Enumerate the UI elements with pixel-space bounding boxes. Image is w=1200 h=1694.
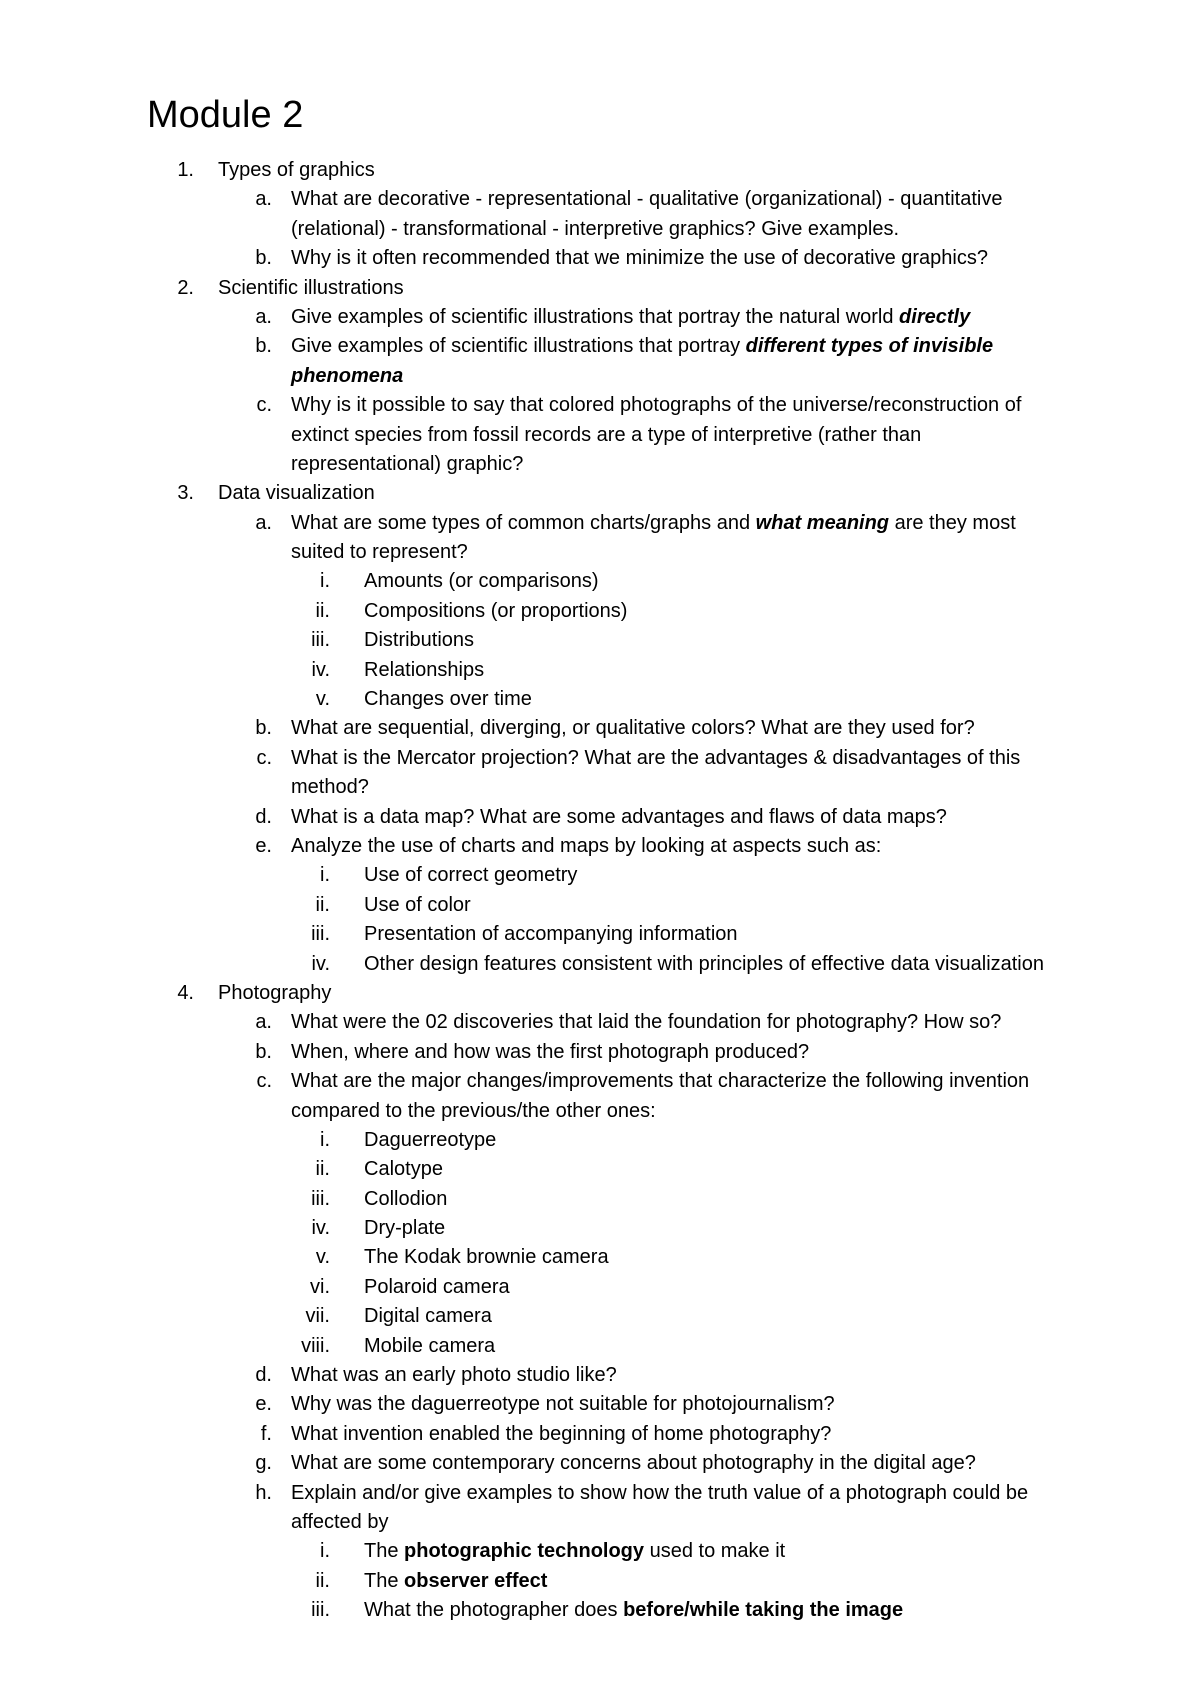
line-text (364, 567, 599, 596)
text-segment: What are some contemporary concerns about photography in the digital age? (291, 1452, 976, 1475)
outline-line (0, 1420, 1200, 1449)
list-marker: b. (255, 335, 272, 358)
text-segment: Photography (218, 981, 332, 1004)
line-text (218, 479, 375, 508)
line-text (291, 1067, 1029, 1096)
list-marker: h. (255, 1481, 272, 1504)
text-segment: Analyze the use of charts and maps by looking at aspects such as: (291, 834, 882, 857)
text-segment: compared to the previous/the other ones: (291, 1099, 656, 1122)
outline-line (0, 362, 1200, 391)
text-segment: used to make it (644, 1540, 786, 1563)
list-marker: c. (256, 394, 272, 417)
outline-line (0, 185, 1200, 214)
line-text (291, 1449, 976, 1478)
outline-line (0, 744, 1200, 773)
list-marker: i. (320, 1128, 330, 1151)
emphasized-text: phenomena (291, 364, 404, 387)
outline-line (0, 1449, 1200, 1478)
text-segment: method? (291, 776, 369, 799)
line-text (291, 832, 881, 861)
line-text (364, 1126, 496, 1155)
text-segment: Use of color (364, 893, 471, 916)
text-segment: Why is it possible to say that colored photographs of the universe/reconstruction of (291, 394, 1022, 417)
text-segment: Relationships (364, 658, 485, 681)
line-text (364, 920, 738, 949)
text-segment: Give examples of scientific illustrations that portray (291, 335, 746, 358)
list-marker: v. (315, 688, 330, 711)
line-text (364, 1155, 443, 1184)
list-marker: d. (255, 1364, 272, 1387)
text-segment: What the photographer does (364, 1599, 624, 1622)
line-text (364, 1243, 609, 1272)
text-segment: Polaroid camera (364, 1275, 510, 1298)
emphasized-text: observer effect (404, 1569, 548, 1592)
outline-line (0, 1537, 1200, 1566)
line-text (291, 185, 1002, 214)
outline-line (0, 274, 1200, 303)
outline-line (0, 685, 1200, 714)
outline-line (0, 1508, 1200, 1537)
list-marker: iii. (311, 923, 330, 946)
list-marker: g. (255, 1452, 272, 1475)
text-segment: Dry-plate (364, 1217, 446, 1240)
line-text (291, 744, 1020, 773)
outline-line (0, 538, 1200, 567)
list-marker: 1. (177, 159, 194, 181)
list-marker: b. (255, 717, 272, 740)
text-segment: Scientific illustrations (218, 276, 404, 299)
text-segment: What invention enabled the beginning of home photography? (291, 1422, 832, 1445)
list-marker: i. (320, 1540, 330, 1563)
text-segment: are they most (889, 511, 1016, 534)
line-text (291, 1097, 656, 1126)
line-text (291, 1420, 831, 1449)
list-marker: b. (255, 1040, 272, 1063)
line-text (291, 773, 369, 802)
list-marker: a. (255, 511, 272, 534)
outline-line (0, 1097, 1200, 1126)
line-text (218, 979, 331, 1008)
list-marker: vi. (310, 1275, 330, 1298)
text-segment: Other design features consistent with principles of effective data visualization (364, 952, 1044, 975)
outline-list (0, 156, 1200, 1626)
emphasized-text: directly (899, 305, 971, 328)
line-text (364, 1596, 903, 1625)
list-marker: vii. (305, 1305, 330, 1328)
list-marker: d. (255, 805, 272, 828)
page-title: Module 2 (147, 94, 304, 136)
outline-line (0, 215, 1200, 244)
outline-line (0, 509, 1200, 538)
line-text (291, 391, 1021, 420)
line-text (291, 332, 993, 361)
text-segment: (relational) - transformational - interpretive graphics? Give examples. (291, 217, 900, 240)
list-marker: c. (256, 746, 272, 769)
text-segment: Digital camera (364, 1305, 492, 1328)
list-marker: ii. (315, 599, 330, 622)
outline-line (0, 950, 1200, 979)
line-text (364, 891, 471, 920)
outline-line (0, 421, 1200, 450)
outline-line (0, 920, 1200, 949)
list-marker: viii. (301, 1334, 330, 1357)
line-text (291, 714, 975, 743)
line-text (364, 597, 627, 626)
emphasized-text: photographic technology (404, 1540, 645, 1563)
line-text (291, 1038, 809, 1067)
line-text (364, 861, 577, 890)
text-segment: Give examples of scientific illustrations that portray the natural world (291, 305, 900, 328)
line-text (364, 1332, 495, 1361)
outline-line (0, 1243, 1200, 1272)
text-segment: Types of graphics (218, 159, 375, 181)
line-text (291, 421, 921, 450)
outline-line (0, 156, 1200, 185)
outline-line (0, 773, 1200, 802)
text-segment: Why was the daguerreotype not suitable for photojournalism? (291, 1393, 835, 1416)
text-segment: What are the major changes/improvements that characterize the following invention (291, 1070, 1030, 1093)
text-segment: Use of correct geometry (364, 864, 578, 887)
text-segment: Mobile camera (364, 1334, 496, 1357)
outline-line (0, 861, 1200, 890)
outline-line (0, 1302, 1200, 1331)
text-segment: The (364, 1540, 405, 1563)
line-text (364, 1273, 510, 1302)
list-marker: a. (255, 188, 272, 211)
outline-line (0, 1008, 1200, 1037)
outline-line (0, 1479, 1200, 1508)
text-segment: Daguerreotype (364, 1128, 497, 1151)
line-text (364, 1537, 785, 1566)
text-segment: What is a data map? What are some advantages and flaws of data maps? (291, 805, 947, 828)
outline-line (0, 626, 1200, 655)
text-segment: What are decorative - representational - qualitative (organizational) - quantitative (291, 188, 1003, 211)
emphasized-text: before/while taking the image (623, 1599, 904, 1622)
line-text (291, 450, 523, 479)
list-marker: 3. (177, 482, 194, 505)
line-text (291, 362, 403, 391)
line-text (291, 538, 468, 567)
list-marker: v. (315, 1246, 330, 1269)
text-segment: What were the 02 discoveries that laid the foundation for photography? How so? (291, 1011, 1002, 1034)
list-marker: iii. (311, 1599, 330, 1622)
text-segment: affected by (291, 1510, 389, 1533)
text-segment: The (364, 1569, 405, 1592)
text-segment: Compositions (or proportions) (364, 599, 628, 622)
text-segment: Why is it often recommended that we minimize the use of decorative graphics? (291, 247, 988, 270)
text-segment: Explain and/or give examples to show how the truth value of a photograph could be (291, 1481, 1029, 1504)
text-segment: Data visualization (218, 482, 375, 505)
text-segment: Calotype (364, 1158, 443, 1181)
line-text (364, 950, 1044, 979)
list-marker: c. (256, 1070, 272, 1093)
list-marker: e. (255, 1393, 272, 1416)
line-text (291, 303, 970, 332)
outline-line (0, 1185, 1200, 1214)
list-marker: ii. (315, 893, 330, 916)
text-segment: When, where and how was the first photograph produced? (291, 1040, 810, 1063)
outline-line (0, 1273, 1200, 1302)
text-segment: What was an early photo studio like? (291, 1364, 617, 1387)
text-segment: extinct species from fossil records are a type of interpretive (rather than (291, 423, 922, 446)
emphasized-text: different types of invisible (745, 335, 994, 358)
line-text (291, 803, 947, 832)
outline-line (0, 332, 1200, 361)
line-text (364, 1567, 547, 1596)
list-marker: 4. (177, 981, 194, 1004)
text-segment: Collodion (364, 1187, 448, 1210)
list-marker: e. (255, 834, 272, 857)
outline-line (0, 479, 1200, 508)
list-marker: i. (320, 570, 330, 593)
outline-line (0, 1038, 1200, 1067)
outline-line (0, 1332, 1200, 1361)
text-segment: representational) graphic? (291, 452, 524, 475)
line-text (291, 1361, 617, 1390)
outline-line (0, 244, 1200, 273)
list-marker: f. (260, 1422, 272, 1445)
outline-line (0, 832, 1200, 861)
outline-line (0, 714, 1200, 743)
line-text (291, 1390, 835, 1419)
outline-line (0, 303, 1200, 332)
emphasized-text: what meaning (755, 511, 890, 534)
line-text (364, 1214, 445, 1243)
text-segment: The Kodak brownie camera (364, 1246, 609, 1269)
line-text (291, 509, 1016, 538)
list-marker: iv. (311, 1217, 330, 1240)
line-text (291, 215, 899, 244)
text-segment: Changes over time (364, 688, 532, 711)
list-marker: iv. (311, 658, 330, 681)
text-segment: Distributions (364, 629, 475, 652)
outline-line (0, 1214, 1200, 1243)
text-segment: Presentation of accompanying information (364, 923, 738, 946)
outline-line (0, 450, 1200, 479)
line-text (291, 244, 988, 273)
outline-line (0, 891, 1200, 920)
outline-line (0, 656, 1200, 685)
text-segment: Amounts (or comparisons) (364, 570, 599, 593)
line-text (291, 1479, 1028, 1508)
list-marker: i. (320, 864, 330, 887)
line-text (218, 156, 375, 185)
outline-line (0, 803, 1200, 832)
outline-line (0, 1567, 1200, 1596)
outline-line (0, 1067, 1200, 1096)
list-marker: b. (255, 247, 272, 270)
outline-line (0, 1361, 1200, 1390)
list-marker: 2. (177, 276, 194, 299)
outline-line (0, 979, 1200, 1008)
outline-line (0, 1126, 1200, 1155)
list-marker: iii. (311, 629, 330, 652)
text-segment: What is the Mercator projection? What are the advantages & disadvantages of this (291, 746, 1021, 769)
list-marker: a. (255, 1011, 272, 1034)
text-segment: What are some types of common charts/graphs and (291, 511, 756, 534)
list-marker: iii. (311, 1187, 330, 1210)
outline-line (0, 1390, 1200, 1419)
outline-line (0, 391, 1200, 420)
line-text (364, 1185, 447, 1214)
outline-line (0, 597, 1200, 626)
list-marker: ii. (315, 1158, 330, 1181)
line-text (218, 274, 404, 303)
outline-line (0, 567, 1200, 596)
outline-line (0, 1155, 1200, 1184)
line-text (291, 1508, 388, 1537)
line-text (364, 1302, 492, 1331)
line-text (291, 1008, 1001, 1037)
line-text (364, 626, 474, 655)
list-marker: iv. (311, 952, 330, 975)
text-segment: suited to represent? (291, 541, 468, 564)
list-marker: a. (255, 305, 272, 328)
outline-line (0, 1596, 1200, 1625)
line-text (364, 656, 484, 685)
line-text (364, 685, 532, 714)
list-marker: ii. (315, 1569, 330, 1592)
text-segment: What are sequential, diverging, or qualitative colors? What are they used for? (291, 717, 975, 740)
